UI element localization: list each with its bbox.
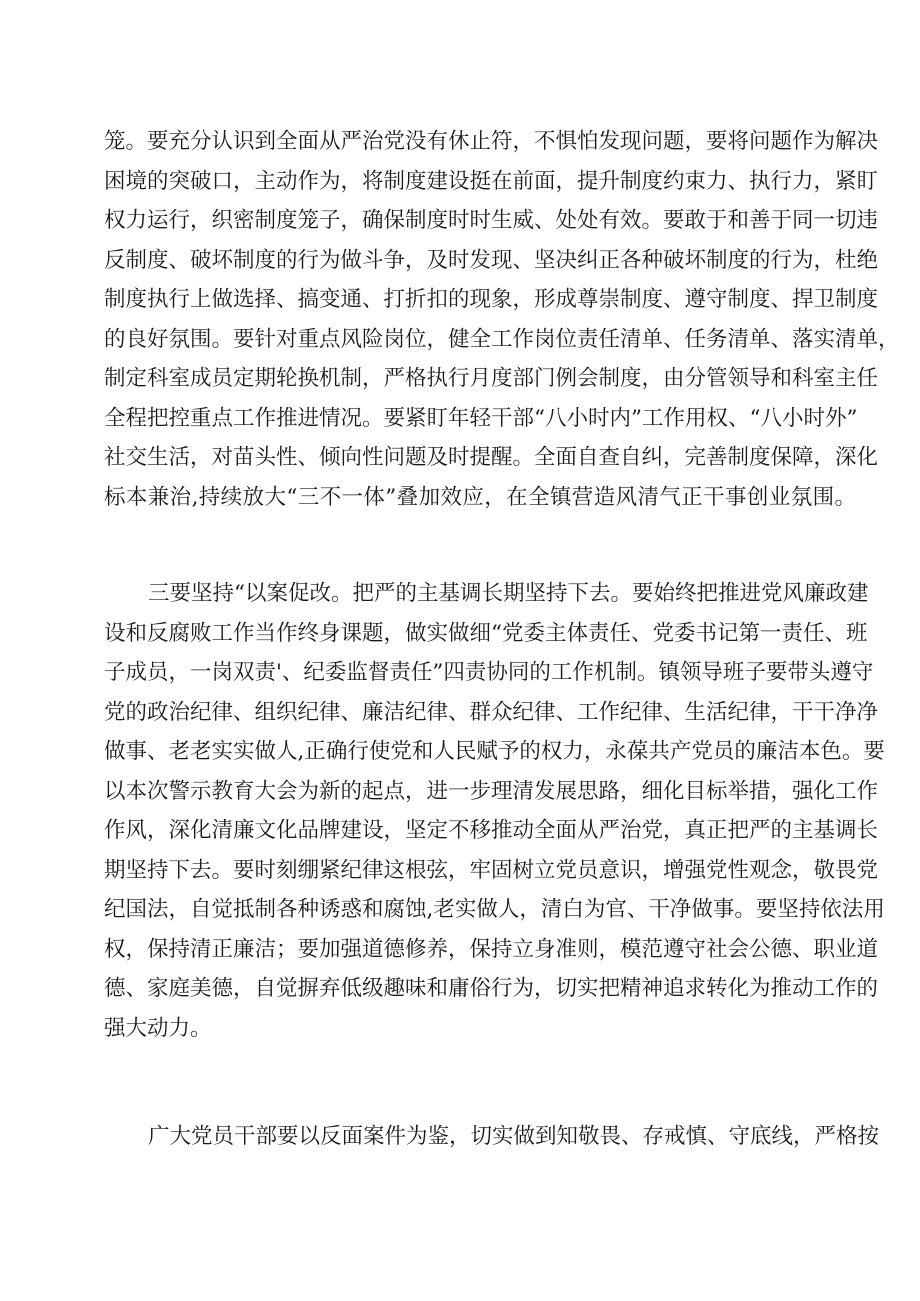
paragraph-line: 党的政治纪律、组织纪律、廉洁纪律、群众纪律、工作纪律、生活纪律，干干净净 (104, 699, 879, 725)
paragraph-line: 以本次警示教育大会为新的起点，进一步理清发展思路，细化目标举措，强化工作 (104, 778, 879, 804)
paragraph-line: 强大动力。 (104, 1015, 212, 1041)
paragraph-line: 制度执行上做选择、搞变通、打折扣的现象，形成尊崇制度、遵守制度、捍卫制度 (104, 287, 879, 312)
paragraph-line: 全程把控重点工作推进情况。要紧盯年轻干部“八小时内”工作用权、“八小时外” (104, 405, 858, 431)
paragraph-line: 标本兼治,持续放大“三不一体”叠加效应，在全镇营造风清气正干事创业氛围。 (104, 484, 856, 510)
paragraph-line: 广大党员干部要以反面案件为鉴，切实做到知敬畏、存戒慎、守底线，严格按 (148, 1124, 880, 1149)
paragraph-line: 反制度、破坏制度的行为做斗争，及时发现、坚决纠正各种破坏制度的行为，杜绝 (104, 247, 879, 273)
paragraph-line: 制定科室成员定期轮换机制，严格执行月度部门例会制度，由分管领导和科室主任 (104, 366, 879, 391)
paragraph-line: 德、家庭美德，自觉摒弃低级趣味和庸俗行为，切实把精神追求转化为推动工作的 (104, 976, 879, 1001)
paragraph-line: 三要坚持“以案促改。把严的主基调长期坚持下去。要始终把推进党风廉政建 (148, 581, 869, 606)
paragraph-line: 权，保持清正廉洁；要加强道德修养，保持立身准则，模范遵守社会公德、职业道 (104, 936, 879, 962)
paragraph-2 (104, 574, 885, 1048)
paragraph-line: 困境的突破口，主动作为，将制度建设挺在前面，提升制度约束力、执行力，紧盯 (104, 168, 879, 194)
paragraph-line: 笼。要充分认识到全面从严治党没有休止符，不惧怕发现问题，要将问题作为解决 (104, 129, 879, 154)
paragraph-line: 子成员，一岗双责'、纪委监督责任”四责协同的工作机制。镇领导班子要带头遵守 (104, 660, 874, 685)
paragraph-1 (104, 122, 900, 517)
paragraph-line: 的良好氛围。要针对重点风险岗位，健全工作岗位责任清单、任务清单、落实清单， (104, 326, 900, 352)
paragraph-line: 社交生活，对苗头性、倾向性问题及时提醒。全面自查自纠，完善制度保障，深化 (104, 445, 879, 470)
paragraph-line: 作风，深化清廉文化品牌建设，坚定不移推动全面从严治党，真正把严的主基调长 (104, 818, 879, 843)
paragraph-line: 期坚持下去。要时刻绷紧纪律这根弦，牢固树立党员意识，增强党性观念，敬畏党 (104, 857, 879, 883)
paragraph-line: 设和反腐败工作当作终身课题，做实做细“党委主体责任、党委书记第一责任、班 (104, 620, 868, 646)
paragraph-line: 做事、老老实实做人,正确行使党和人民赋予的权力，永葆共产党员的廉洁本色。要 (104, 739, 885, 764)
paragraph-3 (104, 1117, 880, 1157)
paragraph-line: 权力运行，织密制度笼子，确保制度时时生威、处处有效。要敢于和善于同一切违 (104, 208, 879, 233)
paragraph-line: 纪国法，自觉抵制各种诱惑和腐蚀,老实做人，清白为官、干净做事。要坚持依法用 (104, 897, 885, 922)
